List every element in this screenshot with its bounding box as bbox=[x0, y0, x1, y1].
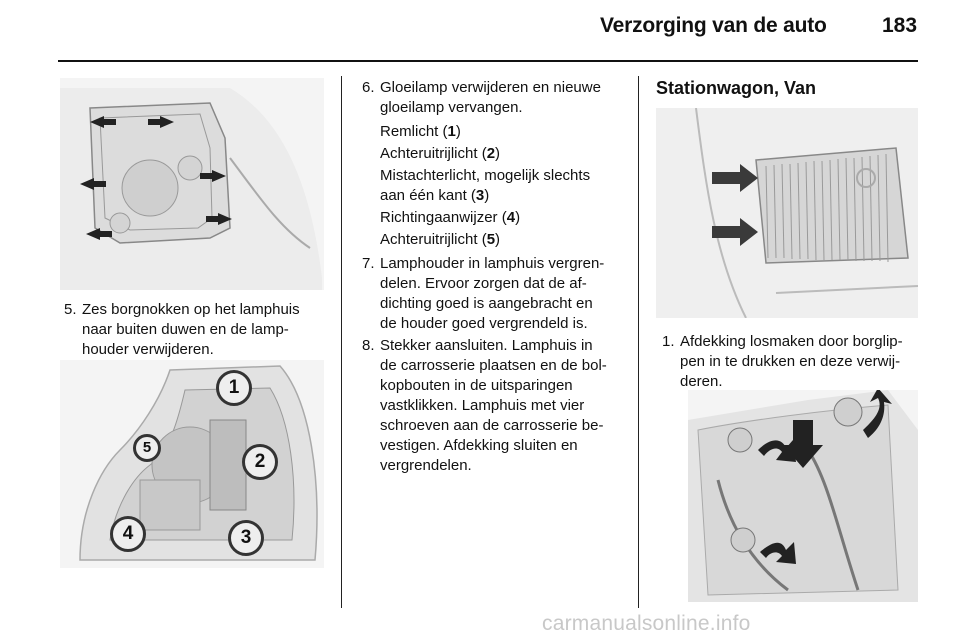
bulb-number: 4 bbox=[506, 209, 516, 226]
step-text-line: Zes borgnokken op het lamphuis bbox=[82, 301, 300, 318]
step-text-line: gloeilamp vervangen. bbox=[380, 99, 523, 116]
figure-trunk-cover bbox=[656, 108, 918, 318]
bulb-label: Remlicht ( bbox=[380, 123, 448, 140]
bulb-item-2 bbox=[380, 144, 500, 164]
step-text-line: houder verwijderen. bbox=[82, 341, 214, 358]
step-text-line: dichting goed is aangebracht en bbox=[380, 295, 593, 312]
step-text-line: deren. bbox=[680, 373, 723, 390]
step-number: 1. bbox=[662, 333, 675, 350]
bulb-item-4 bbox=[380, 208, 520, 228]
bulb-number: 3 bbox=[475, 187, 485, 204]
step-text-line: vastklikken. Lamphuis met vier bbox=[380, 397, 585, 414]
step-text-line: naar buiten duwen en de lamp- bbox=[82, 321, 289, 338]
bulb-label: Achteruitrijlicht ( bbox=[380, 145, 487, 162]
bulb-label: Achteruitrijlicht ( bbox=[380, 231, 487, 248]
bulb-item-1 bbox=[380, 122, 461, 142]
header-rule bbox=[58, 60, 918, 62]
step-text-line: de houder goed vergrendeld is. bbox=[380, 315, 588, 332]
bulb-label-end: ) bbox=[455, 123, 461, 140]
step-text-line: vestigen. Afdekking sluiten en bbox=[380, 437, 578, 454]
figure-lamp-housing-back bbox=[60, 78, 324, 290]
step-number: 8. bbox=[362, 337, 375, 354]
figure-bulb-holder bbox=[60, 360, 324, 568]
bulb-number: 1 bbox=[447, 123, 456, 140]
bulb-label-end: ) bbox=[515, 209, 521, 226]
step-text-line: Stekker aansluiten. Lamphuis in bbox=[380, 337, 593, 354]
step-text-line: kopbouten in de uitsparingen bbox=[380, 377, 573, 394]
callout-4: 4 bbox=[110, 516, 146, 552]
bulb-label: Richtingaanwijzer ( bbox=[380, 209, 507, 226]
bulb-item-5 bbox=[380, 230, 500, 250]
step-text-line: pen in te drukken en deze verwij- bbox=[680, 353, 901, 370]
step-text-line: Gloeilamp verwijderen en nieuwe bbox=[380, 79, 601, 96]
section-title: Stationwagon, Van bbox=[656, 78, 817, 98]
step-text-line: schroeven aan de carrosserie be- bbox=[380, 417, 604, 434]
step-number: 5. bbox=[64, 301, 77, 318]
bulb-label-end: ) bbox=[495, 231, 501, 248]
bulb-item-3 bbox=[380, 166, 590, 206]
callout-1: 1 bbox=[216, 370, 252, 406]
page-number: 183 bbox=[882, 14, 918, 37]
callout-3: 3 bbox=[228, 520, 264, 556]
step-number: 6. bbox=[362, 79, 375, 96]
bulb-number: 2 bbox=[486, 145, 496, 162]
column-divider-right bbox=[638, 76, 639, 608]
header-title: Verzorging van de auto bbox=[600, 14, 827, 37]
bulb-label-end: ) bbox=[484, 187, 490, 204]
step-number: 7. bbox=[362, 255, 375, 272]
step-text-line: Afdekking losmaken door borglip- bbox=[680, 333, 903, 350]
step-text-line: vergrendelen. bbox=[380, 457, 472, 474]
bulb-label: aan één kant ( bbox=[380, 187, 476, 204]
figure-lamp-unit-screws bbox=[688, 390, 918, 602]
bulb-label-end: ) bbox=[495, 145, 501, 162]
callout-2: 2 bbox=[242, 444, 278, 480]
step-text-line: delen. Ervoor zorgen dat de af- bbox=[380, 275, 587, 292]
callout-5: 5 bbox=[133, 434, 161, 462]
step-text-line: de carrosserie plaatsen en de bol- bbox=[380, 357, 607, 374]
step-text-line: Lamphouder in lamphuis vergren- bbox=[380, 255, 605, 272]
column-divider-left bbox=[341, 76, 342, 608]
watermark: carmanualsonline.info bbox=[542, 612, 751, 635]
bulb-label: Mistachterlicht, mogelijk slechts bbox=[380, 167, 591, 184]
bulb-number: 5 bbox=[486, 231, 496, 248]
